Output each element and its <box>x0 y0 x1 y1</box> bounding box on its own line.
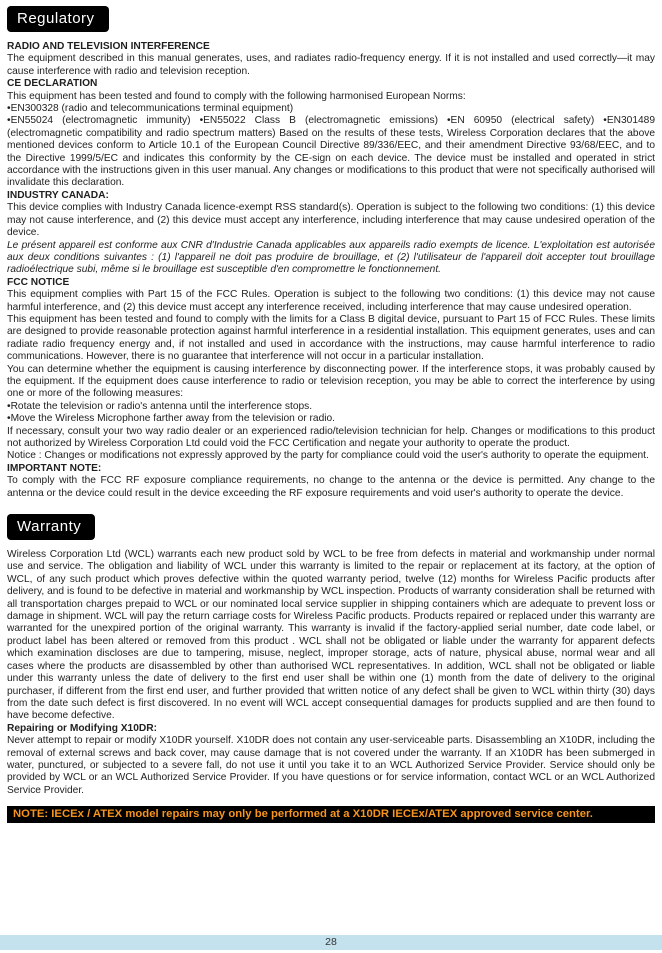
paragraph: If necessary, consult your two way radio dealer or an experienced radio/television technician for help. Changes or modifications to this product not authorized by Wireless Corporation Ltd could void the FCC Certification and negate your authority to operate the product. <box>7 425 655 449</box>
paragraph: •EN55024 (electromagnetic immunity) •EN55022 Class B (electromagnetic emissions) •EN 60950 (electrical safety) •EN301489 (electromagnetic compatibility and radio spectrum matters) Based on the results of these tests, Wireless Corporation declares that the above mentioned devices conform to Article 10.1 of the European Council Directive 89/336/EEC, and their amendment Directive 93/68/EEC, and to the Directive 1999/5/EC and indicates this conformity by the CE-sign on each device. The device must be installed and operated in strict accordance with the instructions given in this user manual. Any changes or modifications to this product that were not specifically authorised will invalidate this declaration. <box>7 115 655 189</box>
paragraph: Wireless Corporation Ltd (WCL) warrants each new product sold by WCL to be free from defects in material and workmanship under normal use and service. The obligation and liability of WCL under this warranty is limited to the repair or replacement at its factory, at the option of WCL, of any such product which proves defective within the quoted warranty period, twelve (12) months for Wireless Pacific products after delivery, and is found to be defective in material and workmanship by WCL inspection. Products of warranty consideration shall be returned with all transportation charges prepaid to WCL or our nominated local service supplier in shipping containers which are adequate to prevent loss or damage in shipment. WCL will pay the return carriage costs for Wireless Pacific products. Products repaired or replaced under this warranty are warranted for the unexpired portion of the original warranty. This warranty is invalid if the factory-applied serial number, date code label, or product label has been altered or removed from this product . WCL shall not be obligated or liable under the warranty for apparent defects which examination discloses are due to tampering, misuse, neglect, improper storage, acts of nature, physical abuse, normal wear and all cases where the products are disassembled by other than authorised WCL representatives. In addition, WCL shall not be obligated or liable under this warranty unless the date of delivery to the first end user shall be within one (1) month from the date of delivery to the original purchaser, if different from the first end user, and further provided that written notice of any defect shall be given to WCL within thirty (30) days from the date such defect is first discovered. In no event will WCL accept consequential damages for products supplied and are then found to have become defective. <box>7 549 655 722</box>
warranty-section-title: Warranty <box>7 514 95 540</box>
subheading-ce-declaration: CE DECLARATION <box>7 78 98 90</box>
subheading-important-note: IMPORTANT NOTE: <box>7 462 102 474</box>
bullet-item: •Rotate the television or radio's antenna until the interference stops. <box>7 400 313 412</box>
paragraph: The equipment described in this manual generates, uses, and radiates radio-frequency energy. If it is not installed and used correctly—it may cause interference with radio and television reception. <box>7 53 655 77</box>
subheading-radio-tv-interference: RADIO AND TELEVISION INTERFERENCE <box>7 41 210 52</box>
page-footer-bar <box>0 935 662 950</box>
regulatory-section-title: Regulatory <box>7 6 109 32</box>
paragraph: To comply with the FCC RF exposure compliance requirements, no change to the antenna or the device is permitted. Any change to the antenna or the device could result in the device exceeding the RF exposure requirements and void user's authority to operate the device. <box>7 475 655 499</box>
paragraph: This equipment has been tested and found to comply with the following harmonised European Norms: <box>7 90 466 102</box>
paragraph-french: Le présent appareil est conforme aux CNR d'Industrie Canada applicables aux appareils radio exempts de licence. L'exploitation est autorisée aux deux conditions suivantes : (1) l'appareil ne doit pas produire de brouillage, et (2) l'utilisateur de l'appareil doit accepter tout brouillage radioélectrique subi, même si le brouillage est susceptible d'en compromettre le fonctionnement. <box>7 239 655 276</box>
subheading-repairing-modifying: Repairing or Modifying X10DR: <box>7 722 157 734</box>
bullet-item: •Move the Wireless Microphone farther away from the television or radio. <box>7 413 336 425</box>
page-number: 28 <box>325 936 337 948</box>
note-banner: NOTE: IECEx / ATEX model repairs may only be performed at a X10DR IECEx/ATEX approved service center. <box>7 806 655 823</box>
subheading-industry-canada: INDUSTRY CANADA: <box>7 189 109 201</box>
paragraph: This device complies with Industry Canada licence-exempt RSS standard(s). Operation is subject to the following two conditions: (1) this device may not cause interference, and (2) this device must accept any interference, including interference that may cause undesired operation of the device. <box>7 202 655 239</box>
paragraph: This equipment complies with Part 15 of the FCC Rules. Operation is subject to the following two conditions: (1) this device may not cause harmful interference, and (2) this device must accept any interference received, including interference that may cause undesired operation. <box>7 289 655 313</box>
subheading-fcc-notice: FCC NOTICE <box>7 276 70 288</box>
warranty-section <box>7 500 655 797</box>
paragraph: Never attempt to repair or modify X10DR yourself. X10DR does not contain any user-serviceable parts. Disassembling an X10DR, including the removal of external screws and back cover, may cause damage that is not covered under the warranty. If an X10DR has been submerged in water, punctured, or subjected to a severe fall, do not use it until you take it to an WCL Authorized Service Provider. Service should only be provided by WCL or an WCL Authorized Service Provider. If you have questions or for service information, contact WCL or an WCL Authorized Service Provider. <box>7 735 655 796</box>
paragraph: This equipment has been tested and found to comply with the limits for a Class B digital device, pursuant to Part 15 of FCC Rules. These limits are designed to provide reasonable protection against harmful interference in a residential installation. This equipment generates, uses and can radiate radio frequency energy and, if not installed and used in accordance with the instructions, may cause harmful interference to radio communications. However, there is no guarantee that interference will not occur in a particular installation. <box>7 313 655 363</box>
regulatory-section <box>7 4 655 500</box>
bullet-item: •EN300328 (radio and telecommunications terminal equipment) <box>7 103 294 115</box>
paragraph: Notice : Changes or modifications not expressly approved by the party for compliance could void the user's authority to operate the equipment. <box>7 450 649 462</box>
paragraph: You can determine whether the equipment is causing interference by disconnecting power. If the interference stops, it was probably caused by the equipment. If the equipment does cause interference to radio or television reception, you may be able to correct the interference by using one or more of the following measures: <box>7 363 655 400</box>
